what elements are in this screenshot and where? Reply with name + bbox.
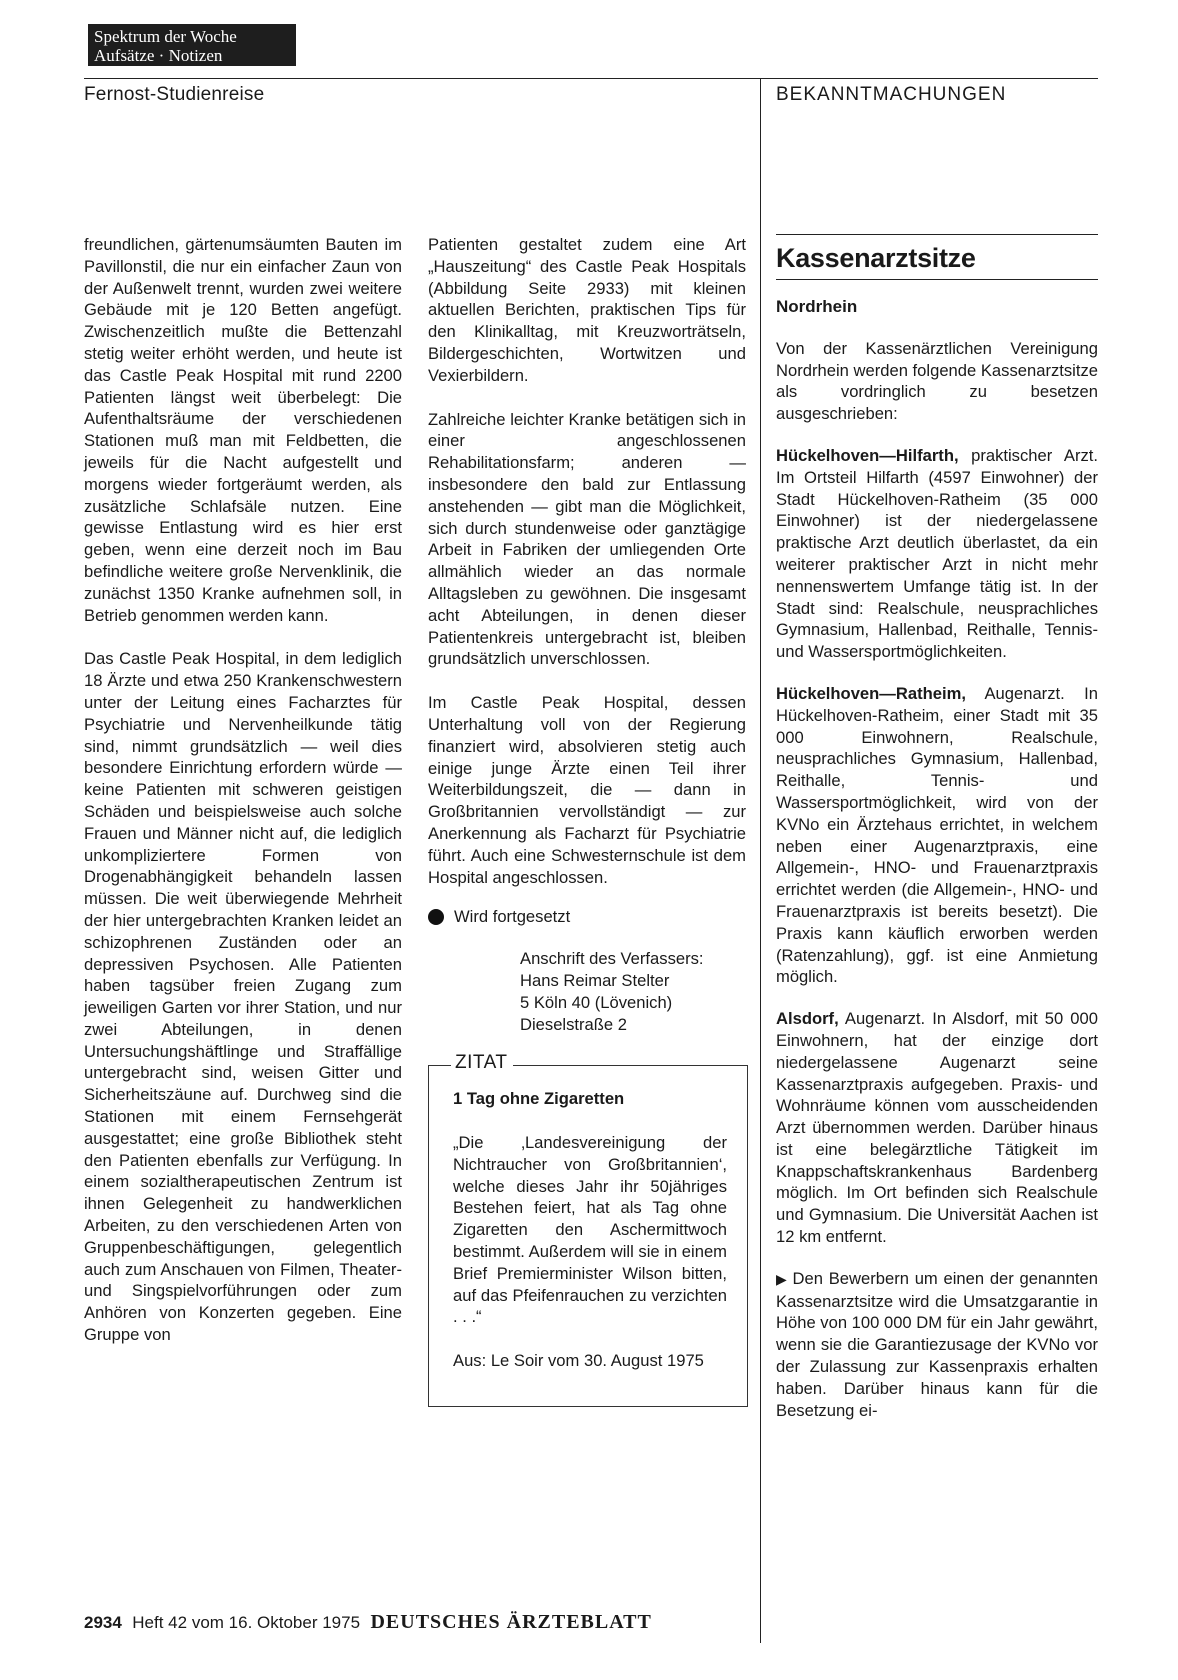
announcement-entry	[776, 1008, 1098, 1248]
masthead-logo	[88, 24, 296, 66]
zitat-quote: „Die ‚Landesvereinigung der Nichtraucher von Großbritannien‘, welche dieses Jahr ihr 50jähriges Bestehen feiert, hat als Tag ohne Zigaretten den Aschermittwoch bestimmt. Außerdem will sie in einem Brief Premierminister Wilson bitten, auf das Pfeifenrauchen zu verzichten . . .“	[453, 1133, 727, 1327]
announcements-title: Kassenarztsitze	[776, 243, 976, 273]
address-line: Dieselstraße 2	[520, 1014, 627, 1034]
address-line: Anschrift des Verfassers:	[520, 949, 704, 969]
entry-place: Hückelhoven—Ratheim,	[776, 683, 966, 703]
section-title-left: Fernost-Studienreise	[84, 84, 265, 105]
entry-text: Augenarzt. In Alsdorf, mit 50 000 Einwohnern, hat der einzige dort niedergelassene Augenarzt seine Kassenarztpraxis aufgegeben. Praxis- und Wohnräume können vom ausscheidenden Arzt übernommen werden. Darüber hinaus ist eine belegärztliche Tätigkeit im Knappschaftskrankenhaus Bardenberg möglich. Im Ort befinden sich Realschule und Gymnasium. Die Universität Aachen ist 12 km entfernt.	[776, 1009, 1098, 1247]
journal-name: DEUTSCHES ÄRZTEBLATT	[370, 1611, 652, 1633]
announcements-intro: Von der Kassenärztlichen Vereinigung Nordrhein werden folgende Kassenarztsitze als vordringlich zu besetzen ausgeschrieben:	[776, 338, 1098, 424]
entry-place: Hückelhoven—Hilfarth,	[776, 445, 959, 465]
top-rule	[84, 78, 1098, 79]
announcements-column	[776, 234, 1098, 1441]
zitat-box	[428, 1052, 748, 1407]
masthead-line-2: Aufsätze · Notizen	[94, 46, 223, 65]
region-heading: Nordrhein	[776, 297, 858, 316]
continued-label: Wird fortgesetzt	[454, 907, 571, 927]
announcement-closing	[776, 1268, 1098, 1422]
page-footer	[84, 1611, 652, 1634]
zitat-title: 1 Tag ohne Zigaretten	[453, 1089, 625, 1109]
bullet-dot-icon	[428, 909, 444, 925]
column-divider	[760, 78, 761, 1643]
article-paragraph: Im Castle Peak Hospital, dessen Unterhaltung voll von der Regierung finanziert wird, absolvieren stetig auch einige junge Ärzte einen Teil ihrer Weiterbildungszeit, die — dann in Großbritannien vervollständigt — zur Anerkennung als Facharzt für Psychiatrie führt. Auch eine Schwesternschule ist dem Hospital angeschlossen.	[428, 693, 746, 887]
heading-rule-top	[776, 234, 1098, 235]
issue-info: Heft 42 vom 16. Oktober 1975	[132, 1613, 361, 1632]
announcement-entry	[776, 683, 1098, 988]
article-paragraph: freundlichen, gärtenumsäumten Bauten im Pavillonstil, die nur ein einfacher Zaun von der Außenwelt trennt, wurden zwei weitere Gebäude mit je 120 Betten angefügt. Zwischenzeitlich mußte die Bettenzahl stetig weiter erhöht werden, und heute ist das Castle Peak Hospital mit rund 2200 Patienten längst weit überbelegt: Die Aufenthaltsräume der verschiedenen Stationen muß man mit Feldbetten, die jeweils für die Nacht aufgestellt und morgens wieder fortgeräumt werden, als zusätzliche Schlafsäle nutzen. Eine gewisse Entlastung wird es hier erst geben, wenn eine derzeit noch im Bau befindliche weitere große Nervenklinik, die zunächst 1350 Kranke aufnehmen soll, in Betrieb genommen werden kann.	[84, 235, 402, 625]
article-column-1	[84, 234, 402, 1368]
page-number: 2934	[84, 1613, 122, 1632]
author-address	[520, 948, 746, 1035]
announcement-entry	[776, 445, 1098, 663]
zitat-source: Aus: Le Soir vom 30. August 1975	[453, 1351, 704, 1371]
zitat-label: ZITAT	[451, 1052, 513, 1074]
article-column-2	[428, 234, 746, 1407]
entry-text: praktischer Arzt. Im Ortsteil Hilfarth (4597 Einwohner) der Stadt Hückelhoven-Ratheim (35 000 Einwohner) ist der niedergelassene praktische Arzt deutlich überlastet, da ein weiterer praktischer Arzt in nicht mehr nennenswertem Umfange tätig ist. In der Stadt sind: Realschule, neusprachliches Gymnasium, Hallenbad, Reithalle, Tennis- und Wassersportmöglichkeiten.	[776, 445, 1098, 662]
triangle-right-icon: ▶	[776, 1270, 787, 1287]
entry-text: Augenarzt. In Hückelhoven-Ratheim, einer Stadt mit 35 000 Einwohnern, Realschule, neusprachliches Gymnasium, Hallenbad, Reithalle, Tennis- und Wassersportmöglichkeit, wird von der KVNo ein Ärztehaus errichtet, in welchem neben einer Augenarztpraxis, eine Allgemein-, HNO- und Frauenarztpraxis errichtet werden (die Allgemein-, HNO- und Frauenarztpraxis ist bereits besetzt). Die Praxis kann käuflich erworben werden (Ratenzahlung), ggf. ist eine Anmietung möglich.	[776, 683, 1098, 987]
section-title-right: BEKANNTMACHUNGEN	[776, 84, 1007, 105]
article-paragraph: Patienten gestaltet zudem eine Art „Hauszeitung“ des Castle Peak Hospitals (Abbildung Seite 2933) mit kleinen aktuellen Berichten, praktischen Tips für den Klinikalltag, mit Kreuzworträtseln, Bildergeschichten, Wortwitzen und Vexierbildern.	[428, 235, 746, 385]
article-paragraph: Das Castle Peak Hospital, in dem lediglich 18 Ärzte und etwa 250 Krankenschwestern unter der Leitung eines Facharztes für Psychiatrie und Nervenheilkunde tätig sind, nimmt grundsätzlich — weil dies besondere Einrichtung erfordern würde — keine Patienten mit schweren geistigen Schäden und beispielsweise auch solche Frauen und Männer nicht auf, die lediglich unkompliziertere Formen von Drogenabhängigkeit behandeln lassen müssen. Die weit überwiegende Mehrheit der hier untergebrachten Kranken leidet an schizophrenen Zuständen oder an depressiven Psychosen. Alle Patienten haben tagsüber freien Zugang zum jeweiligen Garten vor ihrer Station, und nur zwei Abteilungen, in denen Untersuchungshäftlinge und Straffällige untergebracht sind, weisen Gitter und Sicherheitszäune auf. Durchweg sind die Stationen mit einem Fernsehgerät ausgestattet; eine große Bibliothek steht den Patienten ebenfalls zur Verfügung. In einem sozialtherapeutischen Zentrum ist ihnen Gelegenheit zu handwerklichen Arbeiten, zu den verschiedenen Arten von Gruppenbeschäftigungen, gelegentlich auch zum Anschauen von Filmen, Theater- und Singspielvorführungen oder zum Anhören von Konzerten gegeben. Eine Gruppe von	[84, 649, 402, 1345]
closing-text: Den Bewerbern um einen der genannten Kassenarztsitze wird die Umsatzgarantie in Höhe von 100 000 DM für ein Jahr gewährt, wenn sie die Garantiezusage der KVNo vor der Zulassung zur Kassenpraxis erhalten haben. Darüber hinaus kann für die Besetzung ei-	[776, 1268, 1098, 1420]
article-paragraph: Zahlreiche leichter Kranke betätigen sich in einer angeschlossenen Rehabilitationsfarm; anderen — insbesondere den bald zur Entlassung anstehenden — gibt man die Möglichkeit, sich durch stundenweise oder ganztägige Arbeit in Fabriken der umliegenden Orte allmählich wieder an das normale Alltagsleben zu gewöhnen. Die insgesamt acht Abteilungen, in denen dieser Patientenkreis untergebracht ist, bleiben grundsätzlich unverschlossen.	[428, 409, 746, 669]
address-line: Hans Reimar Stelter	[520, 970, 670, 990]
address-line: 5 Köln 40 (Lövenich)	[520, 992, 673, 1012]
heading-rule-bottom	[776, 279, 1098, 280]
entry-place: Alsdorf,	[776, 1009, 839, 1029]
continued-note	[428, 906, 746, 928]
masthead-line-1: Spektrum der Woche	[94, 27, 237, 46]
